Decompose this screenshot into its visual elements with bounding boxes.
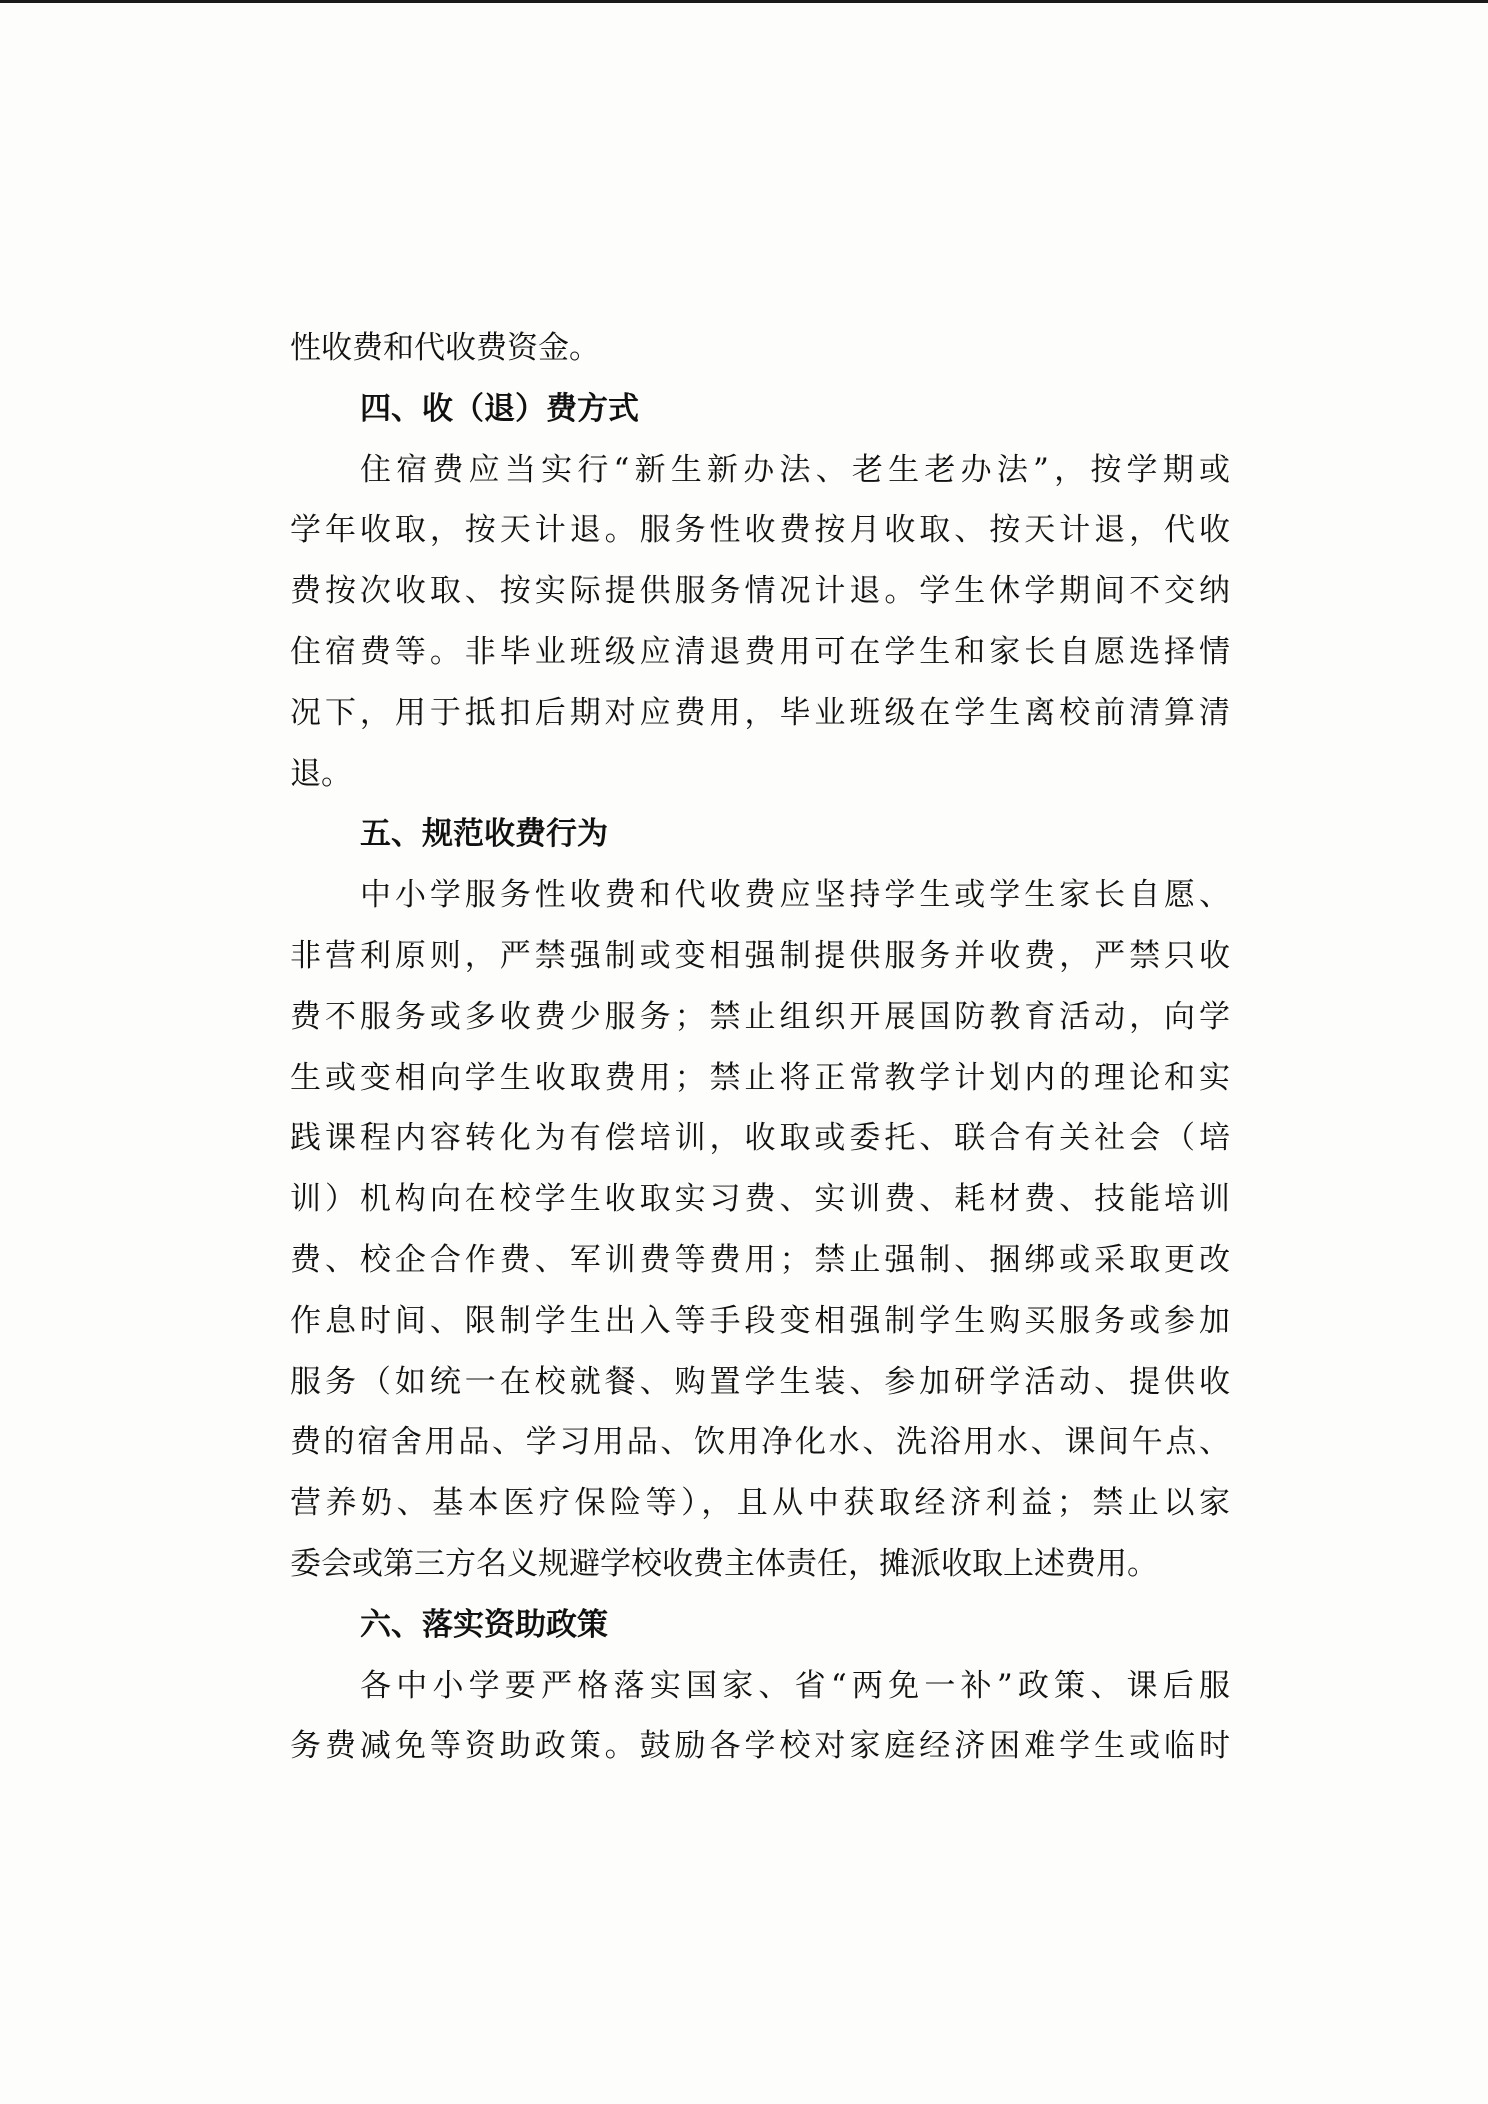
paragraph-line: 营养奶、基本医疗保险等），且从中获取经济利益；禁止以家 (290, 1485, 1230, 1522)
paragraph-line: 住宿费应当实行“新生新办法、老生老办法”，按学期或 (360, 451, 1230, 488)
page-top-edge (0, 0, 1488, 3)
paragraph-line: 生或变相向学生收取费用；禁止将正常教学计划内的理论和实 (290, 1059, 1230, 1096)
paragraph-line: 费、校企合作费、军训费等费用；禁止强制、捆绑或采取更改 (290, 1241, 1230, 1278)
paragraph-financial-aid (290, 1656, 1230, 1778)
paragraph-line: 中小学服务性收费和代收费应坚持学生或学生家长自愿、 (360, 877, 1230, 914)
paragraph-line: 费不服务或多收费少服务；禁止组织开展国防教育活动，向学 (290, 998, 1230, 1035)
document-body (290, 318, 1230, 1777)
paragraph-line: 服务（如统一在校就餐、购置学生装、参加研学活动、提供收 (290, 1363, 1230, 1400)
paragraph-line: 委会或第三方名义规避学校收费主体责任，摊派收取上述费用。 (290, 1545, 1158, 1582)
continued-paragraph-line: 性收费和代收费资金。 (290, 330, 600, 366)
section-heading-financial-aid: 六、落实资助政策 (360, 1606, 608, 1643)
paragraph-line: 退。 (290, 755, 352, 792)
paragraph-line: 学年收取，按天计退。服务性收费按月收取、按天计退，代收 (290, 512, 1230, 549)
paragraph-line: 况下，用于抵扣后期对应费用，毕业班级在学生离校前清算清 (290, 694, 1230, 731)
paragraph-line: 作息时间、限制学生出入等手段变相强制学生购买服务或参加 (290, 1302, 1230, 1339)
paragraph-line: 训）机构向在校学生收取实习费、实训费、耗材费、技能培训 (290, 1181, 1230, 1218)
paragraph-line: 费按次收取、按实际提供服务情况计退。学生休学期间不交纳 (290, 573, 1230, 610)
paragraph-line: 住宿费等。非毕业班级应清退费用可在学生和家长自愿选择情 (290, 633, 1230, 670)
paragraph-line: 非营利原则，严禁强制或变相强制提供服务并收费，严禁只收 (290, 937, 1230, 974)
paragraph-line: 费的宿舍用品、学习用品、饮用净化水、洗浴用水、课间午点、 (290, 1424, 1230, 1461)
paragraph-line: 务费减免等资助政策。鼓励各学校对家庭经济困难学生或临时 (290, 1728, 1230, 1765)
paragraph-line: 践课程内容转化为有偿培训，收取或委托、联合有关社会（培 (290, 1120, 1230, 1157)
paragraph-standardize-fees (290, 865, 1230, 1595)
section-heading-fee-method: 四、收（退）费方式 (360, 390, 639, 427)
paragraph-line: 各中小学要严格落实国家、省“两免一补”政策、课后服 (360, 1667, 1230, 1704)
section-heading-standardize-fees: 五、规范收费行为 (360, 816, 608, 853)
paragraph-fee-method (290, 440, 1230, 805)
